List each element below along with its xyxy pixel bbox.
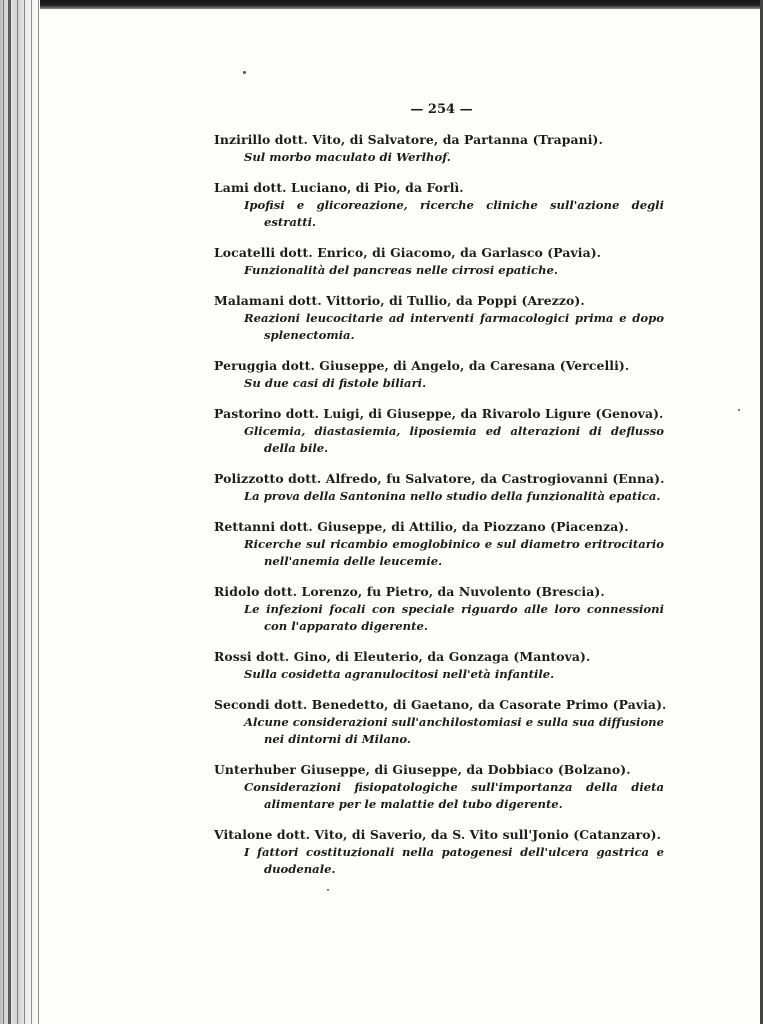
- list-item: [214, 695, 667, 748]
- print-speck: [243, 71, 246, 74]
- print-speck: [738, 409, 740, 411]
- list-item: [214, 291, 664, 344]
- binding-shadow: [8, 0, 11, 1024]
- list-item: [214, 356, 664, 392]
- entry-author: Secondi dott. Benedetto, di Gaetano, da Casorate Primo (Pavia).: [214, 697, 667, 712]
- entry-title: Sulla cosidetta agranulocitosi nell'età infantile.: [244, 667, 555, 681]
- entry-title: La prova della Santonina nello studio della funzionalità epatica.: [244, 489, 661, 503]
- entry-author: Rettanni dott. Giuseppe, di Attilio, da Piozzano (Piacenza).: [214, 519, 629, 534]
- entry-author: Polizzotto dott. Alfredo, fu Salvatore, da Castrogiovanni (Enna).: [214, 471, 665, 486]
- list-item: [214, 130, 664, 166]
- page-number: — 254 —: [410, 102, 473, 117]
- entry-title: Considerazioni fisiopatologiche sull'importanza della dieta alimentare per le malattie del tubo digerente.: [244, 780, 664, 811]
- entry-author: Pastorino dott. Luigi, di Giuseppe, da Rivarolo Ligure (Genova).: [214, 406, 664, 421]
- entry-title: Su due casi di fistole biliari.: [244, 376, 427, 390]
- entry-title: Le infezioni focali con speciale riguardo alle loro connessioni con l'apparato digerente.: [244, 602, 664, 633]
- list-item: [214, 243, 664, 279]
- list-item: [214, 582, 664, 635]
- list-item: [214, 178, 664, 231]
- entry-author: Vitalone dott. Vito, di Saverio, da S. Vito sull'Jonio (Catanzaro).: [214, 827, 662, 842]
- entry-list: [214, 130, 667, 890]
- entry-title: Sul morbo maculato di Werlhof.: [244, 150, 451, 164]
- entry-author: Rossi dott. Gino, di Eleuterio, da Gonzaga (Mantova).: [214, 649, 591, 664]
- entry-title: Ricerche sul ricambio emoglobinico e sul diametro eritrocitario nell'anemia delle leucemie.: [244, 537, 664, 568]
- entry-author: Peruggia dott. Giuseppe, di Angelo, da Caresana (Vercelli).: [214, 358, 630, 373]
- entry-title: Ipofisi e glicoreazione, ricerche cliniche sull'azione degli estratti.: [244, 198, 664, 229]
- list-item: [214, 404, 664, 457]
- entry-author: Locatelli dott. Enrico, di Giacomo, da Garlasco (Pavia).: [214, 245, 602, 260]
- entry-author: Inzirillo dott. Vito, di Salvatore, da Partanna (Trapani).: [214, 132, 603, 147]
- entry-title: Funzionalità del pancreas nelle cirrosi epatiche.: [244, 263, 558, 277]
- entry-author: Unterhuber Giuseppe, di Giuseppe, da Dobbiaco (Bolzano).: [214, 762, 631, 777]
- entry-title: Glicemia, diastasiemia, liposiemia ed alterazioni di deflusso della bile.: [244, 424, 664, 455]
- entry-title: Alcune considerazioni sull'anchilostomiasi e sulla sua diffusione nei dintorni di Milano.: [244, 715, 664, 746]
- list-item: [214, 647, 664, 683]
- list-item: [214, 825, 664, 878]
- page-top-edge: [0, 0, 763, 9]
- list-item: [214, 760, 664, 813]
- book-binding: [0, 0, 40, 1024]
- entry-author: Ridolo dott. Lorenzo, fu Pietro, da Nuvolento (Brescia).: [214, 584, 605, 599]
- list-item: [214, 469, 664, 505]
- list-item: [214, 517, 664, 570]
- entry-title: Reazioni leucocitarie ad interventi farmacologici prima e dopo splenectomia.: [244, 311, 664, 342]
- entry-author: Malamani dott. Vittorio, di Tullio, da Poppi (Arezzo).: [214, 293, 585, 308]
- entry-author: Lami dott. Luciano, di Pio, da Forlì.: [214, 180, 464, 195]
- entry-title: I fattori costituzionali nella patogenesi dell'ulcera gastrica e duodenale.: [244, 845, 664, 876]
